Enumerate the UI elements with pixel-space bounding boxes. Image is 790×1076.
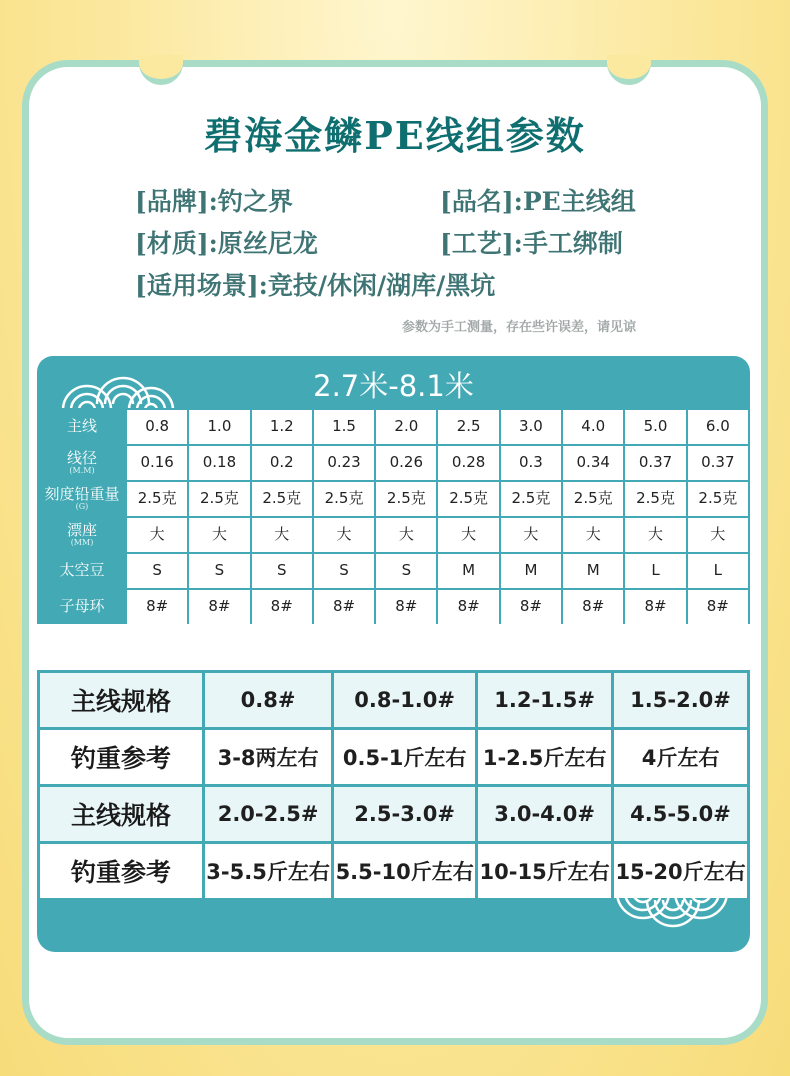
spec-row-label — [38, 517, 126, 553]
spec-cell: 6.0 — [687, 409, 749, 445]
info-brand: [品牌]:钓之界 — [135, 187, 293, 216]
spec-cell: 1.5 — [313, 409, 375, 445]
spec-row-label — [38, 445, 126, 481]
spec-cell: 2.5克 — [500, 481, 562, 517]
reference-cell: 4.5-5.0# — [613, 786, 749, 843]
spec-cell: 0.16 — [126, 445, 188, 481]
spec-panel-title: 2.7米-8.1米 — [313, 369, 474, 403]
spec-cell: 2.5克 — [437, 481, 499, 517]
card-notch-right — [607, 55, 651, 85]
spec-cell: 2.5克 — [313, 481, 375, 517]
spec-cell: 0.2 — [251, 445, 313, 481]
spec-cell: 2.5克 — [375, 481, 437, 517]
reference-cell: 4斤左右 — [613, 729, 749, 786]
reference-cell: 15-20斤左右 — [613, 843, 749, 900]
reference-cell: 3-8两左右 — [204, 729, 333, 786]
spec-cell: 8# — [624, 589, 686, 624]
page-title: 碧海金鳞PE线组参数 — [204, 113, 586, 158]
reference-row — [39, 843, 749, 900]
reference-cell: 1.2-1.5# — [477, 672, 613, 729]
reference-cell: 1-2.5斤左右 — [477, 729, 613, 786]
spec-row-label-text: 漂座 — [66, 520, 97, 539]
spec-cell: S — [251, 553, 313, 589]
reference-cell: 3.0-4.0# — [477, 786, 613, 843]
spec-cell: 大 — [624, 517, 686, 553]
reference-cell: 0.8-1.0# — [333, 672, 477, 729]
spec-row-label-text: 太空豆 — [59, 561, 105, 580]
spec-cell: 大 — [188, 517, 250, 553]
spec-cell: 2.5克 — [687, 481, 749, 517]
spec-row-label-text: 子母环 — [59, 597, 105, 616]
spec-cell: 8# — [313, 589, 375, 624]
spec-row — [38, 589, 749, 624]
spec-cell: 2.5克 — [126, 481, 188, 517]
spec-cell: M — [437, 553, 499, 589]
spec-cell: 0.23 — [313, 445, 375, 481]
reference-cell: 3-5.5斤左右 — [204, 843, 333, 900]
spec-row-label — [38, 589, 126, 624]
spec-cell: S — [375, 553, 437, 589]
spec-cell: 大 — [126, 517, 188, 553]
reference-cell: 10-15斤左右 — [477, 843, 613, 900]
spec-row — [38, 409, 749, 445]
spec-cell: 大 — [437, 517, 499, 553]
spec-cell: 0.3 — [500, 445, 562, 481]
reference-row — [39, 672, 749, 729]
spec-cell: 大 — [375, 517, 437, 553]
spec-cell: 大 — [251, 517, 313, 553]
weight-reference-table — [37, 670, 750, 901]
spec-cell: 0.34 — [562, 445, 624, 481]
spec-row — [38, 517, 749, 553]
spec-cell: 2.5 — [437, 409, 499, 445]
spec-cell: S — [126, 553, 188, 589]
spec-cell: S — [188, 553, 250, 589]
spec-cell: 3.0 — [500, 409, 562, 445]
spec-cell: 大 — [500, 517, 562, 553]
spec-cell: S — [313, 553, 375, 589]
spec-cell: 5.0 — [624, 409, 686, 445]
spec-row-label — [38, 481, 126, 517]
spec-table — [37, 408, 750, 624]
spec-cell: 8# — [188, 589, 250, 624]
spec-cell: 8# — [375, 589, 437, 624]
spec-row-label-text: 线径 — [66, 448, 97, 467]
spec-row — [38, 445, 749, 481]
reference-row-label: 主线规格 — [39, 786, 204, 843]
spec-row-unit: (G) — [75, 501, 89, 511]
reference-cell: 2.0-2.5# — [204, 786, 333, 843]
reference-cell: 2.5-3.0# — [333, 786, 477, 843]
spec-cell: 8# — [687, 589, 749, 624]
spec-cell: 1.2 — [251, 409, 313, 445]
info-scene: [适用场景]:竞技/休闲/湖库/黑坑 — [135, 271, 496, 300]
spec-cell: 0.8 — [126, 409, 188, 445]
spec-cell: 8# — [126, 589, 188, 624]
spec-row-label-text: 刻度铅重量 — [44, 484, 120, 503]
reference-row-label: 钓重参考 — [39, 729, 204, 786]
spec-cell: M — [500, 553, 562, 589]
info-craft: [工艺]:手工绑制 — [440, 229, 623, 258]
spec-cell: 2.5克 — [251, 481, 313, 517]
spec-cell: 2.5克 — [624, 481, 686, 517]
spec-row — [38, 481, 749, 517]
spec-cell: M — [562, 553, 624, 589]
spec-cell: 8# — [437, 589, 499, 624]
spec-cell: L — [624, 553, 686, 589]
spec-cell: 8# — [251, 589, 313, 624]
info-product: [品名]:PE主线组 — [440, 187, 636, 216]
reference-cell: 0.5-1斤左右 — [333, 729, 477, 786]
spec-cell: 0.37 — [624, 445, 686, 481]
spec-cell: 大 — [687, 517, 749, 553]
spec-cell: 大 — [313, 517, 375, 553]
measurement-note: 参数为手工测量，存在些许误差，请见谅 — [402, 320, 637, 335]
spec-row-unit: (M.M) — [69, 465, 95, 475]
spec-cell: 2.0 — [375, 409, 437, 445]
reference-cell: 1.5-2.0# — [613, 672, 749, 729]
card-notch-left — [139, 55, 183, 85]
spec-cell: L — [687, 553, 749, 589]
reference-row-label: 主线规格 — [39, 672, 204, 729]
spec-cell: 0.37 — [687, 445, 749, 481]
spec-row-label-text: 主线 — [66, 417, 97, 436]
weight-reference-panel — [37, 670, 750, 952]
spec-cell: 2.5克 — [562, 481, 624, 517]
spec-row — [38, 553, 749, 589]
reference-row — [39, 729, 749, 786]
spec-panel — [37, 356, 750, 624]
spec-row-unit: (MM) — [70, 537, 94, 547]
reference-cell: 5.5-10斤左右 — [333, 843, 477, 900]
spec-cell: 8# — [562, 589, 624, 624]
spec-cell: 8# — [500, 589, 562, 624]
spec-cell: 0.18 — [188, 445, 250, 481]
spec-cell: 2.5克 — [188, 481, 250, 517]
spec-row-label — [38, 409, 126, 445]
spec-cell: 0.28 — [437, 445, 499, 481]
spec-row-label — [38, 553, 126, 589]
reference-row — [39, 786, 749, 843]
reference-cell: 0.8# — [204, 672, 333, 729]
spec-cell: 1.0 — [188, 409, 250, 445]
spec-cell: 0.26 — [375, 445, 437, 481]
wave-pattern-icon — [611, 892, 731, 936]
spec-cell: 4.0 — [562, 409, 624, 445]
info-material: [材质]:原丝尼龙 — [135, 229, 318, 258]
spec-cell: 大 — [562, 517, 624, 553]
reference-row-label: 钓重参考 — [39, 843, 204, 900]
